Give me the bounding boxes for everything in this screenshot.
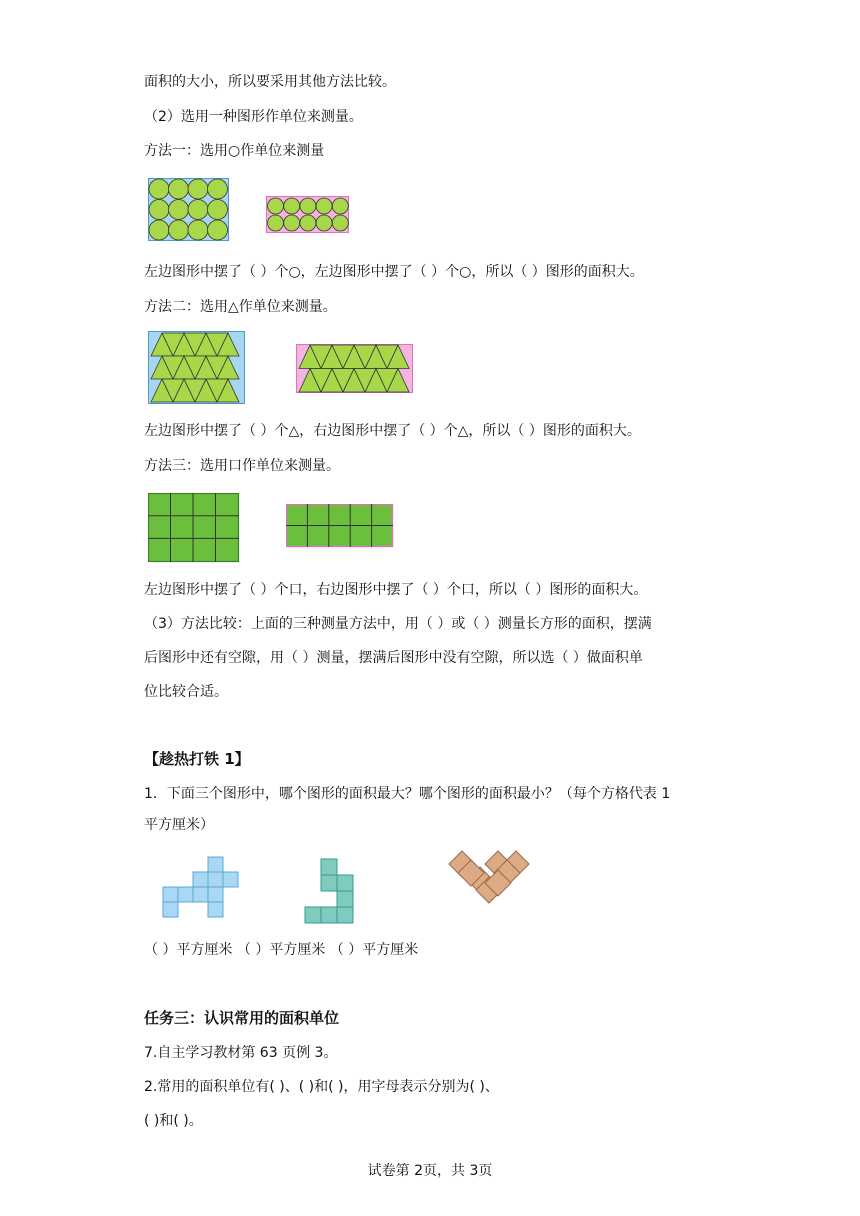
circle-unit [208, 179, 228, 199]
grid-cell [305, 907, 321, 923]
grid-cell [178, 887, 193, 902]
grid-cell [163, 887, 178, 902]
circle-unit [188, 220, 208, 240]
circle-unit [188, 200, 208, 220]
area-answer-line: （ ）平方厘米 （ ）平方厘米 （ ）平方厘米 [144, 942, 419, 958]
grid-cell [223, 872, 238, 887]
answer-line-method-one: 左边图形中摆了（ ）个○，左边图形中摆了（ ）个○，所以（ ）图形的面积大。 [144, 264, 644, 280]
blue-grid-figure [162, 856, 242, 920]
tan-diamond-figure [448, 850, 530, 910]
squares-left-figure [148, 493, 240, 563]
teal-grid-figure [302, 856, 356, 926]
squares-right-figure [286, 504, 394, 548]
circle-unit [316, 198, 332, 214]
method-one-label: 方法一：选用○作单位来测量 [144, 143, 325, 159]
task-text: 2.常用的面积单位有( )、( )和( )，用字母表示分别为( )、 [144, 1079, 499, 1095]
grid-cell [208, 857, 223, 872]
method-two-label: 方法二：选用△作单位来测量。 [144, 299, 337, 315]
triangles-right-figure [296, 344, 414, 394]
grid-cell [321, 907, 337, 923]
task-text: 7.自主学习教材第 63 页例 3。 [144, 1045, 338, 1061]
circle-unit [300, 215, 316, 231]
grid-cell [163, 902, 178, 917]
grid-cell [208, 902, 223, 917]
circle-unit [208, 200, 228, 220]
method-three-label: 方法三：选用口作单位来测量。 [144, 458, 340, 474]
triangles-left-figure [148, 331, 246, 405]
circle-unit [149, 179, 169, 199]
circles-right-figure [266, 196, 350, 234]
circle-unit [208, 220, 228, 240]
section-heading-task-three: 任务三：认识常用的面积单位 [144, 1009, 340, 1027]
question-text: 平方厘米） [144, 817, 214, 833]
circle-unit [316, 215, 332, 231]
circle-unit [149, 220, 169, 240]
question-text: 1．下面三个图形中，哪个图形的面积最大？哪个图形的面积最小？（每个方格代表 1 [144, 786, 671, 802]
circle-unit [284, 215, 300, 231]
circles-left-figure [148, 178, 230, 242]
task-text: ( )和( )。 [144, 1113, 203, 1129]
comparison-line: 后图形中还有空隙，用（ ）测量，摆满后图形中没有空隙，所以选（ ）做面积单 [144, 650, 643, 666]
grid-cell [193, 887, 208, 902]
circle-unit [284, 198, 300, 214]
circle-unit [332, 215, 348, 231]
circle-unit [169, 179, 189, 199]
answer-line-method-three: 左边图形中摆了（ ）个口，右边图形中摆了（ ）个口，所以（ ）图形的面积大。 [144, 582, 648, 598]
circle-unit [268, 198, 284, 214]
section-heading-practice: 【趁热打铁 1】 [144, 750, 250, 768]
circle-unit [332, 198, 348, 214]
grid-cell [337, 875, 353, 891]
circle-unit [169, 220, 189, 240]
text-line: （2）选用一种图形作单位来测量。 [144, 109, 363, 125]
circle-unit [268, 215, 284, 231]
grid-cell [321, 859, 337, 875]
circle-unit [149, 200, 169, 220]
grid-cell [193, 872, 208, 887]
grid-cell [337, 907, 353, 923]
grid-cell [208, 887, 223, 902]
circle-unit [188, 179, 208, 199]
circle-unit [169, 200, 189, 220]
grid-cell [337, 891, 353, 907]
comparison-line: 位比较合适。 [144, 684, 228, 700]
circle-unit [300, 198, 316, 214]
grid-cell [208, 872, 223, 887]
page-footer: 试卷第 2页，共 3页 [367, 1163, 493, 1179]
answer-line-method-two: 左边图形中摆了（ ）个△，右边图形中摆了（ ）个△，所以（ ）图形的面积大。 [144, 423, 641, 439]
comparison-line: （3）方法比较：上面的三种测量方法中，用（ ）或（ ）测量长方形的面积，摆满 [144, 616, 652, 632]
grid-cell [321, 875, 337, 891]
text-line: 面积的大小，所以要采用其他方法比较。 [144, 74, 396, 90]
